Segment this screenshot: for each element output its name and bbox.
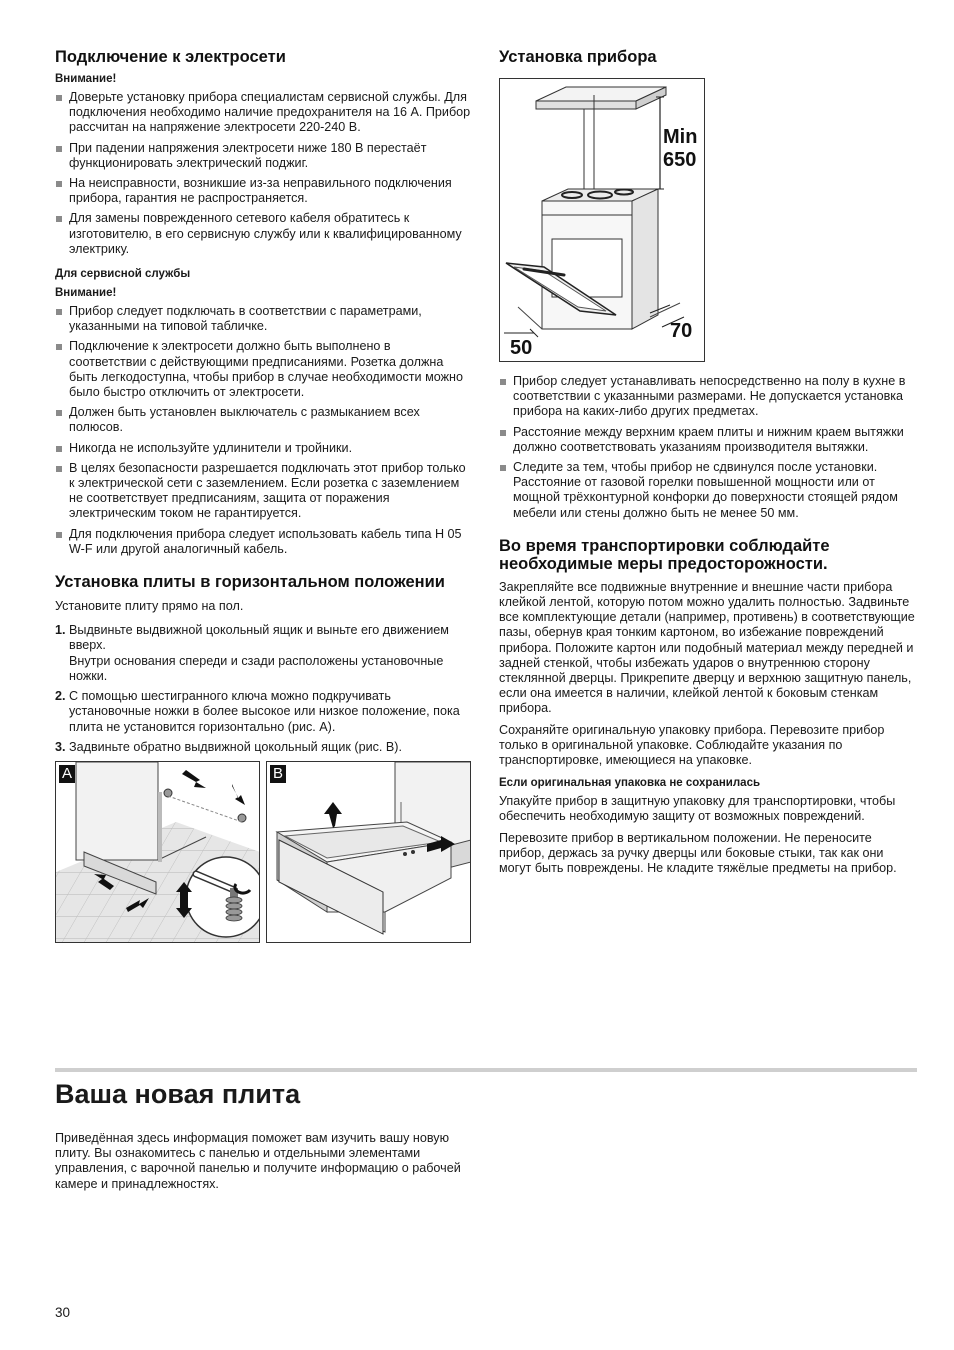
transport-paragraph: Закрепляйте все подвижные внутренние и внешние части прибора клейкой лентой, которую потом можно удалить полностью. Задвиньте все комплектующие детали (например, противень) в соответствующие пазы, обернув края тонким картоном, во избежание повреждений прибора. Положите картон или подобный материал между передней и задней стенкой, чтобы избежать ударов о внутреннюю сторону стеклянной дверцы. Прикрепите дверцу и верхнюю защитную панель, если она имеется в наличии, клейкой лентой к боковым стенкам прибора. — [499, 579, 915, 716]
no-packaging-heading: Если оригинальная упаковка не сохранилась — [499, 777, 761, 790]
section-intro: Приведённая здесь информация поможет вам изучить вашу новую плиту. Вы ознакомитесь с панелью и отдельными элементами управления, с варочной панелью и получите информацию о рабочей камере и принадлежностях. — [55, 1131, 461, 1191]
dimension-70: 70 — [670, 320, 693, 342]
figure-row — [55, 761, 471, 943]
left-column — [55, 48, 471, 943]
installation-list — [499, 374, 917, 521]
list-item: В целях безопасности разрешается подключать этот прибор только к электрической сети с заземлением. Если розетка с заземлением не соответствует предписаниям, защита от поражения электрическим током не гарантируется. — [55, 461, 471, 522]
dimension-min: Min — [663, 126, 698, 148]
heading-leveling: Установка плиты в горизонтальном положении — [55, 573, 445, 592]
page-number: 30 — [55, 1305, 71, 1320]
step-number: 1. — [55, 623, 66, 638]
figure-a — [55, 761, 260, 943]
list-item: Для подключения прибора следует использовать кабель типа H 05 W-F или другой аналогичный кабель. — [55, 527, 471, 557]
list-item: Для замены поврежденного сетевого кабеля обратитесь к изготовителю, в его сервисную службу или к квалифицированному электрику. — [55, 211, 471, 257]
leveling-intro: Установите плиту прямо на пол. — [55, 599, 244, 614]
heading-installation: Установка прибора — [499, 48, 657, 66]
figure-b — [266, 761, 471, 943]
right-column — [499, 48, 917, 882]
connection-warning-list — [55, 90, 471, 257]
installation-diagram — [499, 78, 705, 362]
attention-label: Внимание! — [55, 73, 117, 85]
figure-a-label: A — [59, 765, 75, 783]
step-item — [55, 623, 471, 684]
dimension-50: 50 — [510, 337, 533, 359]
heading-electrical-connection: Подключение к электросети — [55, 48, 286, 66]
step-item — [55, 740, 471, 755]
step-text: Задвиньте обратно выдвижной цокольный ящик (рис. B). — [69, 739, 403, 754]
section-divider — [55, 1068, 917, 1072]
list-item: Никогда не используйте удлинители и тройники. — [55, 441, 471, 456]
leveling-steps — [55, 623, 471, 755]
step-extra: Внутри основания спереди и сзади расположены установочные ножки. — [69, 653, 444, 683]
list-item: Должен быть установлен выключатель с размыканием всех полюсов. — [55, 405, 471, 435]
attention-label: Внимание! — [55, 287, 117, 300]
step-text: Выдвиньте выдвижной цокольный ящик и выньте его движением вверх. — [69, 623, 449, 653]
list-item: На неисправности, возникшие из-за неправильного подключения прибора, гарантия не распространяется. — [55, 176, 471, 206]
drawer-illustration — [267, 762, 471, 942]
transport-paragraph: Сохраняйте оригинальную упаковку прибора. Перевозите прибор только в оригинальной упаковке. Соблюдайте указания по транспортировке, имеющиеся на упаковке. — [499, 722, 885, 768]
list-item: Следите за тем, чтобы прибор не сдвинулся после установки. Расстояние от газовой горелки повышенной мощности или от мощной трёхконтурной конфорки до поверхности стоящей рядом мебели или стены должно быть не менее 50 мм. — [499, 460, 917, 521]
cooker-clearance-illustration — [500, 79, 704, 361]
list-item: Доверьте установку прибора специалистам сервисной службы. Для подключения необходимо наличие предохранителя на 16 А. Прибор рассчитан на напряжение электросети 220-240 В. — [55, 90, 471, 136]
no-packaging-paragraph: Перевозите прибор в вертикальном положении. Не переносите прибор, держась за ручку дверцы или боковые стыки, так как они могут быть повреждены. Не кладите тяжёлые предметы на прибор. — [499, 830, 897, 876]
list-item: При падении напряжения электросети ниже 180 В перестаёт функционировать электрический поджиг. — [55, 141, 471, 171]
service-warning-list — [55, 304, 471, 557]
list-item: Подключение к электросети должно быть выполнено в соответствии с действующими предписаниями. Розетка должна быть легкодоступна, чтобы прибор в случае необходимости можно было быстро отключить от электросети. — [55, 339, 471, 400]
list-item: Прибор следует подключать в соответствии с параметрами, указанными на типовой табличке. — [55, 304, 471, 334]
step-text: С помощью шестигранного ключа можно подкручивать установочные ножки в более высокое или низкое положение, пока плита не установится горизонтально (рис. A). — [69, 689, 460, 734]
section-title: Ваша новая плита — [55, 1079, 301, 1109]
service-heading: Для сервисной службы — [55, 268, 191, 281]
leveling-feet-illustration — [56, 762, 260, 942]
figure-b-label: B — [270, 765, 286, 783]
step-number: 2. — [55, 689, 66, 704]
step-number: 3. — [55, 739, 66, 754]
dimension-650: 650 — [663, 149, 697, 171]
no-packaging-paragraph: Упакуйте прибор в защитную упаковку для транспортировки, чтобы обеспечить необходимую защиту от возможных повреждений. — [499, 794, 896, 824]
heading-transport: Во время транспортировки соблюдайте необходимые меры предосторожности. — [499, 536, 830, 573]
list-item: Расстояние между верхним краем плиты и нижним краем вытяжки должно соответствовать указаниям производителя вытяжки. — [499, 425, 917, 455]
list-item: Прибор следует устанавливать непосредственно на полу в кухне в соответствии с указанными размерами. Не допускается установка прибора на каких-либо других предметах. — [499, 374, 917, 420]
step-item — [55, 689, 471, 735]
